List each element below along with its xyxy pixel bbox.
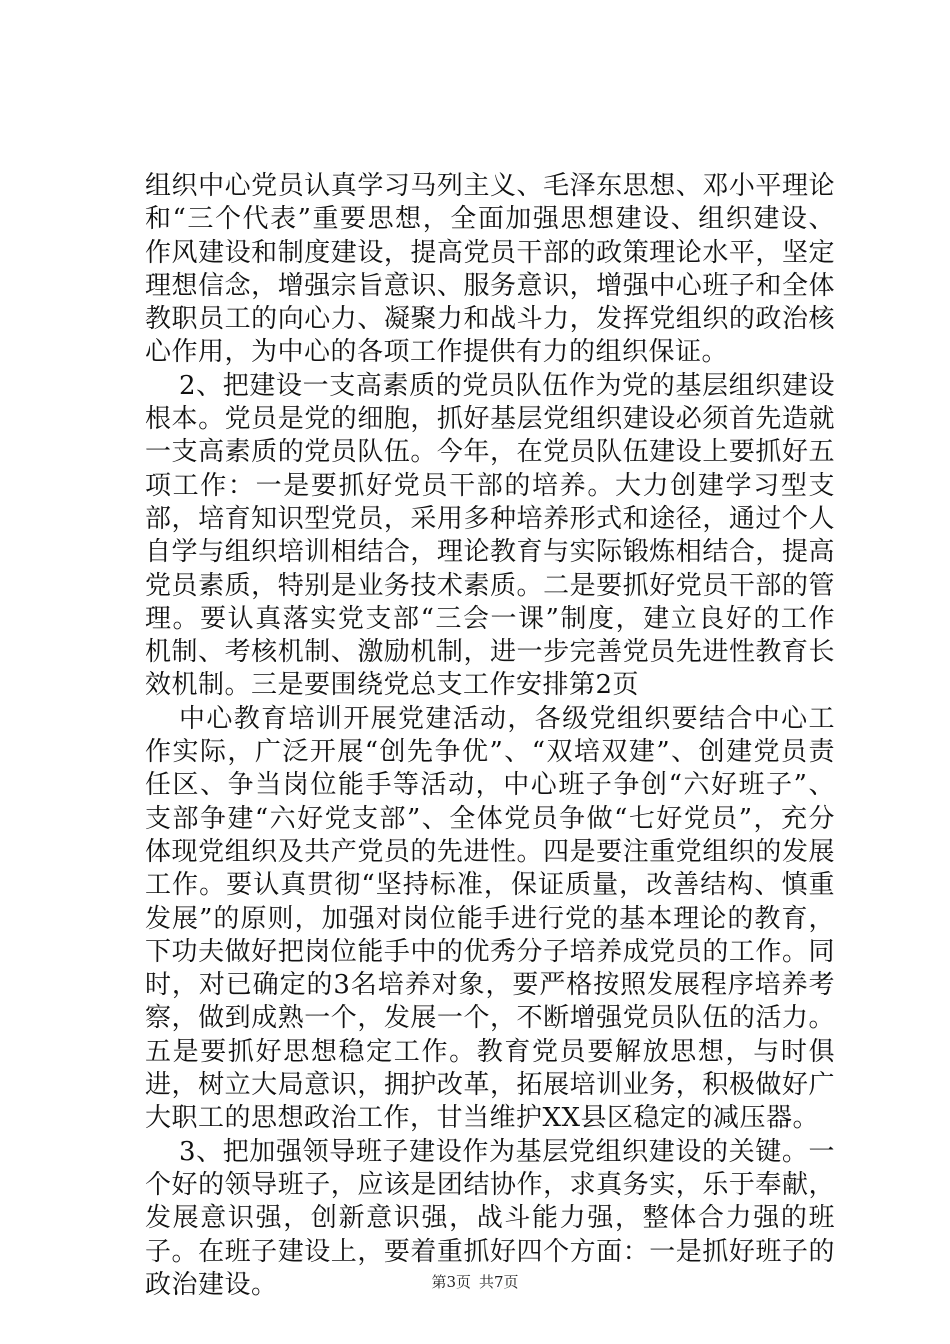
document-body [145,170,835,1302]
page-total: 共7页 [479,1273,519,1291]
paragraph-intro-continued: 组织中心党员认真学习马列主义、毛泽东思想、邓小平理论和“三个代表”重要思想，全面加强思想建设、组织建设、作风建设和制度建设，提高党员干部的政策理论水平，坚定理想信念，增强宗旨意识、服务意识，增强中心班子和全体教职员工的向心力、凝聚力和战斗力，发挥党组织的政治核心作用，为中心的各项工作提供有力的组织保证。 [145,171,835,368]
paragraph-center-training-activities: 中心教育培训开展党建活动，各级党组织要结合中心工作实际，广泛开展“创先争优”、“双培双建”、创建党员责任区、争当岗位能手等活动，中心班子争创“六好班子”、支部争建“六好党支部”、全体党员争做“七好党员”，充分体现党组织及共产党员的先进性。四是要注重党组织的发展工作。要认真贯彻“坚持标准，保证质量，改善结构、慎重发展”的原则，加强对岗位能手进行党的基本理论的教育，下功夫做好把岗位能手中的优秀分子培养成党员的工作。同时，对已确定的3名培养对象，要严格按照发展程序培养考察，做到成熟一个，发展一个，不断增强党员队伍的活力。五是要抓好思想稳定工作。教育党员要解放思想，与时俱进，树立大局意识，拥护改革，拓展培训业务，积极做好广大职工的思想政治工作，甘当维护XX县区稳定的减压器。 [145,703,835,1134]
paragraph-2-party-member-team: 2、把建设一支高素质的党员队伍作为党的基层组织建设根本。党员是党的细胞，抓好基层党组织建设必须首先造就一支高素质的党员队伍。今年，在党员队伍建设上要抓好五项工作：一是要抓好党员干部的培养。大力创建学习型支部，培育知识型党员，采用多种培养形式和途径，通过个人自学与组织培训相结合，理论教育与实际锻炼相结合，提高党员素质，特别是业务技术素质。二是要抓好党员干部的管理。要认真落实党支部“三会一课”制度，建立良好的工作机制、考核机制、激励机制，进一步完善党员先进性教育长效机制。三是要围绕党总支工作安排第2页 [145,370,835,701]
paragraph-3-leadership-team: 3、把加强领导班子建设作为基层党组织建设的关键。一个好的领导班子，应该是团结协作，求真务实，乐于奉献，发展意识强，创新意识强，战斗能力强，整体合力强的班子。在班子建设上，要着重抓好四个方面：一是抓好班子的政治建设。 [145,1136,835,1300]
page-footer [0,1272,950,1292]
page-number: 第3页 [431,1273,471,1291]
